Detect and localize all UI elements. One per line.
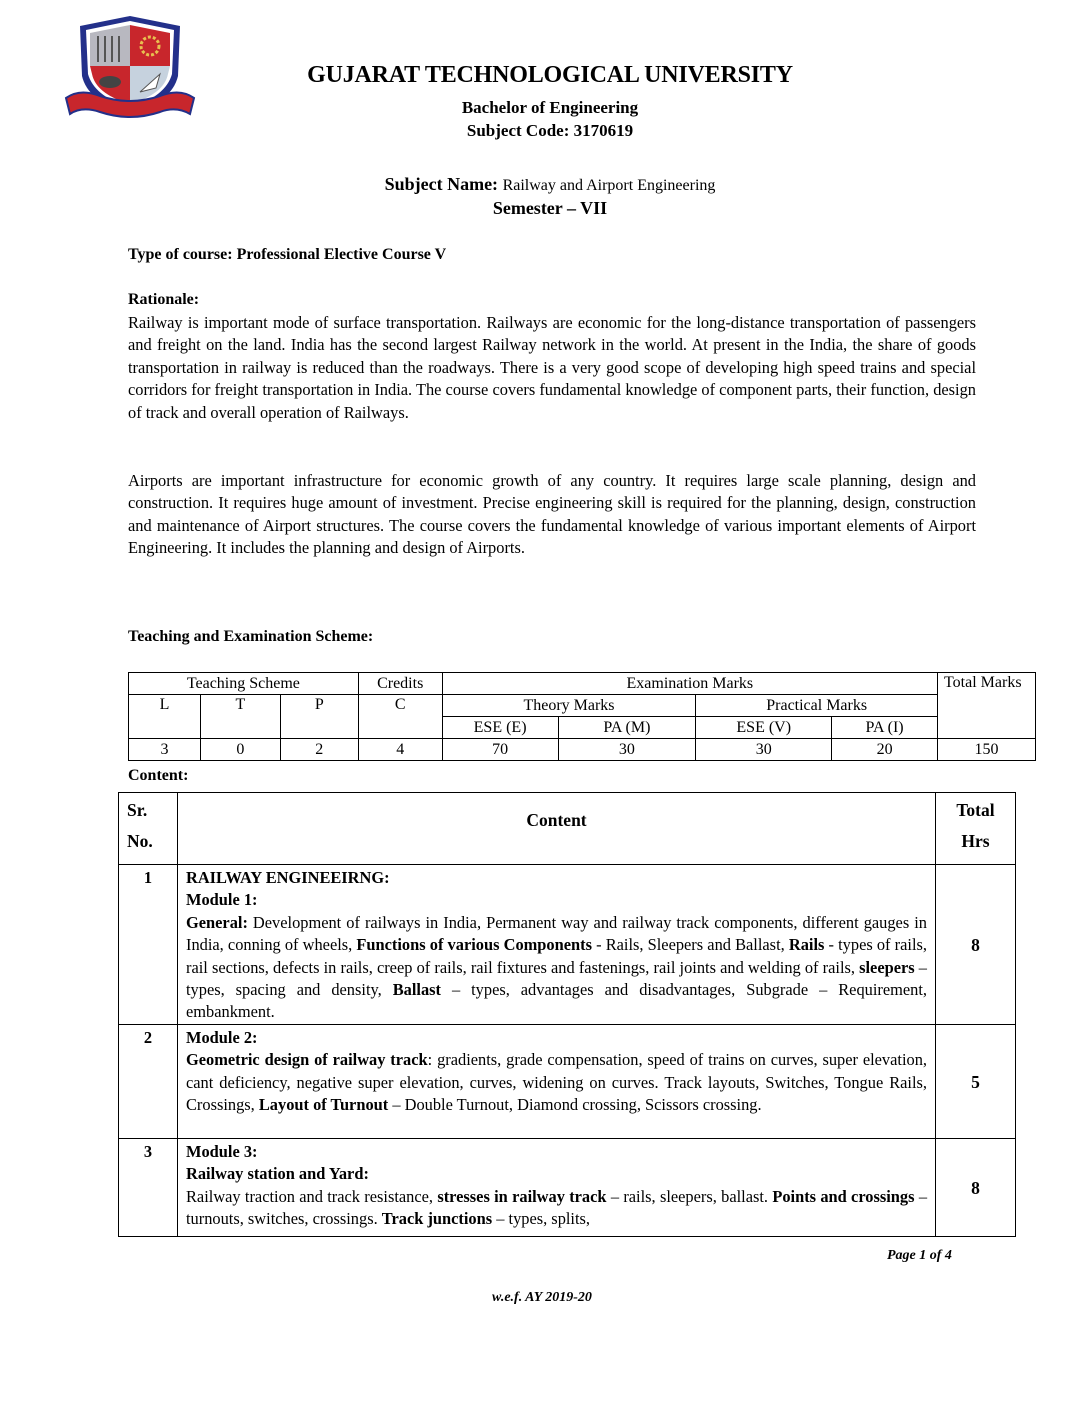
- row-content: RAILWAY ENGINEEIRNG: Module 1: General: Development of railways in India, Permanent way and railway track components, different gauges in India, conning of wheels, Functions of various Components - Rails, Sleepers and Ballast, Rails - types of rails, rail sections, defects in rails, creep of rails, rail fixtures and fastenings, rail joints and welding of rails, sleepers – types, spacing and density, Ballast – types, advantages and disadvantages, Subgrade – Requirement, embankment.: [178, 865, 936, 1025]
- content-heading: Content:: [128, 767, 189, 784]
- degree: Bachelor of Engineering: [461, 98, 639, 117]
- lecture-value: 3: [129, 739, 201, 761]
- ese-e-header: ESE (E): [442, 717, 558, 739]
- credits-header: Credits: [358, 673, 442, 695]
- lecture-header: L: [129, 695, 201, 739]
- ese-v-value: 30: [696, 739, 832, 761]
- tutorial-value: 0: [200, 739, 280, 761]
- ese-e-value: 70: [442, 739, 558, 761]
- credit-value: 4: [358, 739, 442, 761]
- pa-i-value: 20: [832, 739, 938, 761]
- credit-header: C: [358, 695, 442, 739]
- practical-header: P: [280, 695, 358, 739]
- row-content: Module 3: Railway station and Yard: Railway traction and track resistance, stresses in railway track – rails, sleepers, ballast. Points and crossings – turnouts, switches, crossings. Track junctions – types, splits,: [178, 1138, 936, 1236]
- pa-i-header: PA (I): [832, 717, 938, 739]
- total-marks-header: Total Marks: [938, 673, 1036, 739]
- table-row: [119, 865, 1016, 1025]
- course-type: Type of course: Professional Elective Course V: [128, 246, 447, 263]
- practical-marks-header: Practical Marks: [696, 695, 938, 717]
- content-table: [118, 792, 1016, 1237]
- rationale-paragraph-railway: Railway is important mode of surface transportation. Railways are economic for the long-distance transportation of passengers and freight on the land. India has the second largest Railway network in the world. At present in the India, the share of goods transportation in railway is reduced than the roadways. There is a very good scope of developing high speed trains and special corridors for freight transportation in India. The course covers fundamental knowledge of component parts, their function, design of track and overall operation of Railways.: [128, 313, 976, 422]
- university-name: GUJARAT TECHNOLOGICAL UNIVERSITY: [307, 62, 793, 88]
- practical-value: 2: [280, 739, 358, 761]
- table-row: [119, 1138, 1016, 1236]
- sr-no-header: Sr. No.: [119, 793, 178, 865]
- teaching-scheme-header: Teaching Scheme: [129, 673, 359, 695]
- semester: Semester – VII: [492, 198, 608, 218]
- subject-name-value: Railway and Airport Engineering: [502, 177, 716, 194]
- effective-from: w.e.f. AY 2019-20: [492, 1290, 592, 1305]
- total-hrs-header: Total Hrs: [936, 793, 1016, 865]
- rationale-paragraph-airport: Airports are important infrastructure for economic growth of any country. It requires large scale planning, design and construction. It requires huge amount of investment. Precise engineering skill is required for the planning, design, construction and maintenance of Airport structures. The course covers the fundamental knowledge of various important elements of Airport Engineering. It includes the planning and design of Airports.: [128, 471, 976, 558]
- theory-marks-header: Theory Marks: [442, 695, 696, 717]
- row-sr-no: 3: [119, 1138, 178, 1236]
- ese-v-header: ESE (V): [696, 717, 832, 739]
- row-sr-no: 2: [119, 1024, 178, 1138]
- scheme-heading: Teaching and Examination Scheme:: [128, 628, 374, 645]
- table-row: [119, 1024, 1016, 1138]
- page-number: Page 1 of 4: [887, 1248, 952, 1263]
- total-marks-value: 150: [938, 739, 1036, 761]
- teaching-exam-scheme-table: [128, 672, 1036, 761]
- row-hours: 8: [936, 865, 1016, 1025]
- row-hours: 5: [936, 1024, 1016, 1138]
- subject-name: [0, 174, 1088, 195]
- rationale-heading: Rationale:: [128, 291, 200, 308]
- exam-marks-header: Examination Marks: [442, 673, 937, 695]
- subject-name-label: Subject Name:: [384, 174, 499, 194]
- row-content: Module 2: Geometric design of railway track: gradients, grade compensation, speed of trains on curves, super elevation, cant deficiency, negative super elevation, curves, widening on curves. Track layouts, Switches, Tongue Rails, Crossings, Layout of Turnout – Double Turnout, Diamond crossing, Scissors crossing.: [178, 1024, 936, 1138]
- row-hours: 8: [936, 1138, 1016, 1236]
- pa-m-header: PA (M): [558, 717, 696, 739]
- row-sr-no: 1: [119, 865, 178, 1025]
- pa-m-value: 30: [558, 739, 696, 761]
- tutorial-header: T: [200, 695, 280, 739]
- subject-code: Subject Code: 3170619: [466, 121, 634, 140]
- content-header: Content: [178, 793, 936, 865]
